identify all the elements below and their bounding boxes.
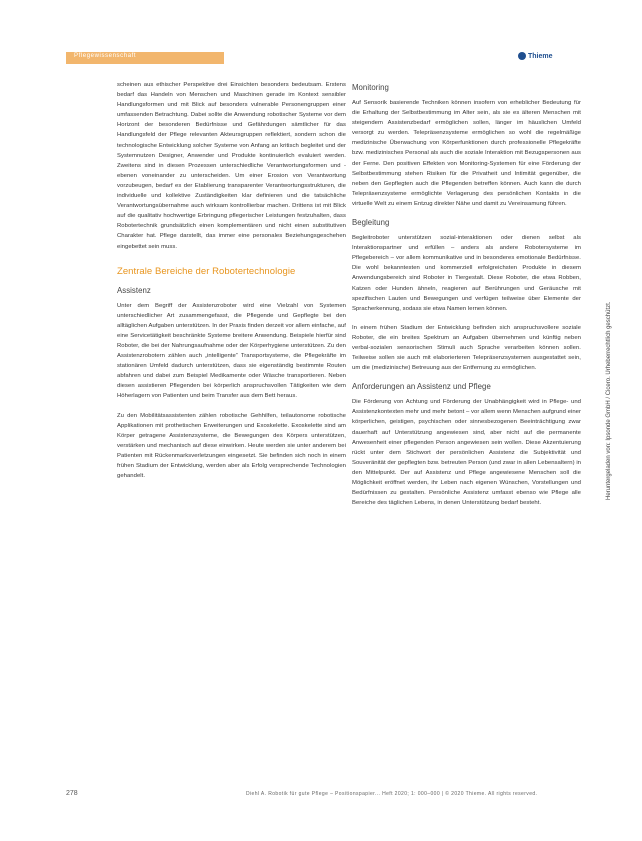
paragraph: Begleitroboter unterstützen sozial-interaktionen oder dienen selbst als Interaktionspartner und erfüllen – anders als andere Robotersysteme im Pflegebereich – vor allem kommunikative und in besonderes emotionale Bedürfnisse. Die wohl bekanntesten und kommerziell erfolgreichsten Produkte in diesem Anwendungsbereich sind Roboter in Tiergestalt. Diese Roboter, die etwa Robben, Katzen oder Hunden ähneln, reagieren auf Berührungen und Geräusche mit spezifischen Lauten und Bewegungen und verfügen teilweise über Elemente der Spracherkennung, sodass sie etwa Namen lernen können. — [352, 235, 581, 312]
section-header-label: Pflegewissenschaft — [74, 53, 137, 59]
paragraph: Unter dem Begriff der Assistenzroboter wird eine Vielzahl von Systemen unterschiedlicher Art zusammengefasst, die Pflegende und Gepflegte bei den alltäglichen Aufgaben unterstützen. In der Praxis finden derzeit vor allem einfache, auf eine Servicetätigkeit beschränkte Systeme breitere Anwendung. Beispiele hierfür sind Roboter, die bei der Nahrungsaufnahme oder der Körperhygiene unterstützen. Zu den Assistenzrobotern zählen auch „intelligente“ Transportsysteme, die Pflegekräfte im stationären Umfeld dadurch unterstützen, dass sie eigenständig bestimmte Routen abfahren und dabei zum Beispiel Medikamente oder Wäsche transportieren. Neben diesen assistieren Pflegenden bei körperlich anspruchsvollen Tätigkeiten wie dem Höherlagern von Patienten und beim Transfer aus dem Bett heraus. — [117, 302, 346, 400]
citation-footer: Diehl A. Robotik für gute Pflege – Positionspapier... Heft 2020; 1: 000–000 | © 2020 Thieme. All rights reserved. — [246, 791, 538, 797]
subheading-anforderungen: Anforderungen an Assistenz und Pflege — [352, 382, 491, 392]
publisher-logo — [518, 52, 553, 60]
subheading-monitoring: Monitoring — [352, 83, 389, 92]
subheading-assistenz: Assistenz — [117, 285, 151, 295]
paragraph: scheinen aus ethischer Perspektive drei Einsichten besonders bedeutsam. Erstens bedarf das Handeln von Menschen und Maschinen gerade im Kontext sensibler Handlungsformen und mit Blick auf besonders vulnerable Personengruppen einer umfassenden Betrachtung. Dabei sollte die Anwendung robotischer Systeme vor dem Horizont der besonderen Bedürfnisse und Gefährdungen sämtlicher für das Handlungsfeld der Pflege relevanten Akteursgruppen reflektiert, sondern schon die technologische Entwicklung solcher Systeme von Anfang an kritisch begleitet und der Systemnutzen Designer, Anwender und Produkte kontinuierlich evaluiert werden. Zweitens sind in diesen Prozessen unterschiedliche Verantwortungsformen und -ebenen voneinander zu unterscheiden. Um einer Erosion von Verantwortung vorzubeugen, bedarf es der Etablierung transparenter Verantwortungsstrukturen, die individuelle und kollektive Zuständigkeiten klar definieren und die tatsächliche Verantwortungsübernahme auch wirksam kontrollierbar machen. Drittens ist mit Blick auf die qualitativ hochwertige Erbringung pflegerischer Leistungen festzuhalten, dass Robotertechnik grundsätzlich einen komplementären und nicht einen substitutiven Charakter hat. Pflege darstellt, das immer eine personales Beziehungsgeschehen eingebettet sein muss. — [117, 82, 346, 250]
paragraph: In einem frühen Stadium der Entwicklung befinden sich anspruchsvollere soziale Roboter, die ein breites Spektrum an Aufgaben übernehmen und künftig neben verbal-sozialen sensorischen Stimuli auch Sprache verarbeiten können sollen. Teilweise sollen sie auch mit elaborierteren Telepräsenzsystemen ausgestattet sein, um die (medizinische) Betreuung aus der Entfernung zu ermöglichen. — [352, 324, 581, 372]
paragraph: Auf Sensorik basierende Techniken können insofern von erheblicher Bedeutung für die Erhaltung der Selbstbestimmung im Alter sein, als sie es älteren Menschen mit steigendem Assistenzbedarf ermöglichen sollen, länger im häuslichen Umfeld versorgt zu werden. Telepräsenzsysteme ermöglichen so wohl die regelmäßige medizinische Überwachung von Körperfunktionen durch professionelle Pflegekräfte bzw. medizinisches Personal als auch die soziale Interaktion mit Bezugspersonen aus der Ferne. Den positiven Effekten von Monitoring-Systemen für eine Förderung der Selbstbestimmung stehen Risiken für die Privatheit und Intimität gegenüber, die neben den Gepflegten auch die Pflegenden betreffen können. Auch kann die durch Telepräsenzsysteme ermöglichte Verlagerung des persönlichen Kontakts in die virtuelle Welt zu einem Entzug direkter Nähe und damit zu Vereinsamung führen. — [352, 100, 581, 207]
left-column — [117, 80, 346, 490]
page-number: 278 — [66, 790, 78, 797]
subheading-begleitung: Begleitung — [352, 218, 390, 228]
paragraph: Zu den Mobilitätsassistenten zählen robotische Gehhilfen, teilautonome robotische Applikationen mit prothetischen Erweiterungen und Exoskelette. Exoskelette sind am Körper getragene Assistenzsysteme, die Bewegungen des Körpers unterstützen, verstärken und mechanisch auf diese einwirken. Heute werden sie unter anderem bei Patienten mit Rückenmarksverletzungen eingesetzt. Sie befinden sich noch in einem frühen Stadium der Entwicklung, werden aber als Erfolg versprechende Technologien gehandelt. — [117, 412, 346, 480]
section-title: Zentrale Bereiche der Robotertechnologie — [117, 265, 296, 277]
right-column — [352, 80, 581, 517]
download-notice: Heruntergeladen von: Ipsonde GmbH / Cicero. Urheberrechtlich geschützt. — [606, 301, 612, 500]
paragraph: Die Förderung von Achtung und Förderung der Unabhängigkeit wird in Pflege- und Assistenzkontexten mehr und mehr betont – vor allem wenn Menschen aufgrund einer körperlichen, geistigen, psychischen oder sinnesbezogenen Beeinträchtigung zwar dauerhaft auf Unterstützung angewiesen sind, aber nicht auf die permanente Anwesenheit einer pflegenden Person angewiesen sein wollen. Diese Akzentuierung rückt unter dem Stichwort der persönlichen Assistenz die Subjektivität und Souveränität der gepflegten bzw. betreuten Person (und zwar in allen Lebensaltern) in den Mittelpunkt. Der auf Assistenz und Pflege angewiesene Menschen soll die Möglichkeit eröffnet werden, ihr Leben nach eigenen Wünschen, Vorstellungen und Bedürfnissen zu gestalten. Persönliche Assistenz umfasst ebenso wie Pflege alle Bereiche des täglichen Lebens, in denen Unterstützung bedarf besteht. — [352, 399, 581, 507]
publisher-name: Thieme — [528, 52, 553, 60]
publisher-logo-icon — [518, 52, 526, 60]
